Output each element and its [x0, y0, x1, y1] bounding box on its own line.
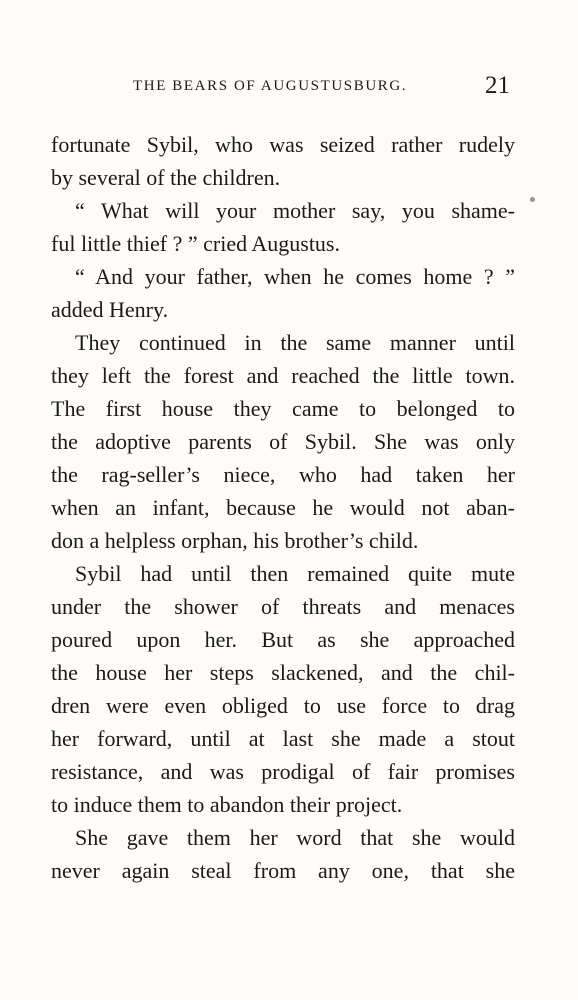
text-line: her forward, until at last she made a stout — [51, 726, 515, 751]
text-line: The first house they came to belonged to — [51, 396, 515, 421]
text-line: the adoptive parents of Sybil. She was only — [51, 429, 515, 454]
text-line: never again steal from any one, that she — [51, 858, 515, 883]
text-line: resistance, and was prodigal of fair promises — [51, 759, 515, 784]
text-line: poured upon her. But as she approached — [51, 627, 515, 652]
text-line: the rag-seller’s niece, who had taken her — [51, 462, 515, 487]
text-line: fortunate Sybil, who was seized rather rudely — [51, 132, 515, 157]
page-number: 21 — [485, 72, 510, 99]
text-line: She gave them her word that she would — [75, 825, 515, 850]
text-line: they left the forest and reached the little town. — [51, 363, 515, 388]
text-line: They continued in the same manner until — [75, 330, 515, 355]
text-line: the house her steps slackened, and the chil- — [51, 660, 515, 685]
text-line: when an infant, because he would not aban- — [51, 495, 515, 520]
text-line: to induce them to abandon their project. — [51, 792, 403, 817]
running-head: THE BEARS OF AUGUSTUSBURG. — [133, 78, 408, 94]
print-speck — [530, 197, 535, 202]
text-line: “ What will your mother say, you shame- — [75, 198, 515, 223]
body-text — [51, 128, 515, 887]
text-line: don a helpless orphan, his brother’s child. — [51, 528, 419, 553]
text-line: Sybil had until then remained quite mute — [75, 561, 515, 586]
text-line: dren were even obliged to use force to drag — [51, 693, 515, 718]
text-line: by several of the children. — [51, 165, 281, 190]
text-line: “ And your father, when he comes home ? ” — [75, 264, 515, 289]
text-line: ful little thief ? ” cried Augustus. — [51, 231, 340, 256]
text-line: added Henry. — [51, 297, 169, 322]
text-line: under the shower of threats and menaces — [51, 594, 515, 619]
